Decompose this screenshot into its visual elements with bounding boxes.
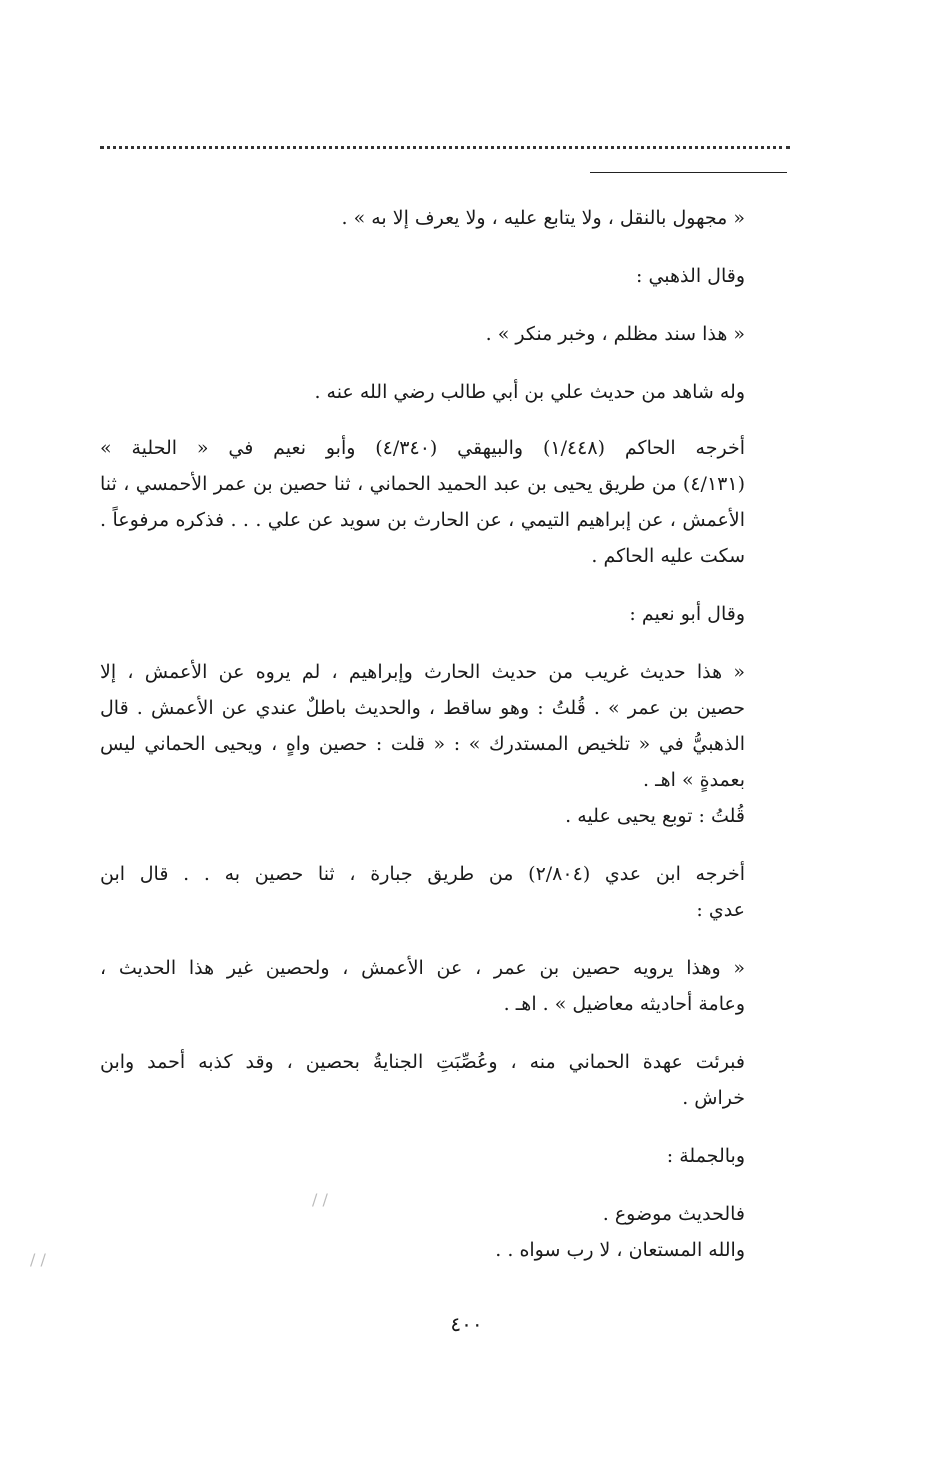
pencil-mark: / / [30,1250,46,1269]
text-line: فبرئت عهدة الحماني منه ، وعُصِّبَتِ الجنايةُ بحصين ، وقد كذبه أحمد وابن [100,1051,745,1073]
text-line: « هذا حديث غريب من حديث الحارث وإبراهيم ، لم يروه عن الأعمش ، إلا [100,661,745,683]
text-line: فالحديث موضوع . [602,1203,745,1225]
text-line: أخرجه ابن عدي (٢/٨٠٤) من طريق جبارة ، ثنا حصين به . . قال ابن [100,863,745,885]
text-line: والله المستعان ، لا رب سواه . . [495,1239,745,1261]
text-line: حصين بن عمر » . قُلتُ : وهو ساقط ، والحديث باطلٌ عندي عن الأعمش . قال [100,697,745,719]
text-line: « هذا سند مظلم ، وخبر منكر » . [485,323,745,345]
page-number: ٤٠٠ [450,1312,483,1336]
pencil-mark: / / [312,1190,328,1209]
text-line: الأعمش ، عن إبراهيم التيمي ، عن الحارث بن سويد عن علي . . . فذكره مرفوعاً . [100,509,745,531]
footnote-rule [590,172,787,173]
text-line: عدي : [696,899,745,921]
text-line: وقال الذهبي : [636,265,745,287]
page-body [100,200,745,1268]
text-line: وله شاهد من حديث علي بن أبي طالب رضي الله عنه . [314,381,745,403]
text-line: أخرجه الحاكم (١/٤٤٨) والبيهقي (٤/٣٤٠) وأبو نعيم في « الحلية » [100,437,745,459]
text-line: وبالجملة : [666,1145,745,1167]
text-line: وقال أبو نعيم : [629,603,745,625]
text-line: « مجهول بالنقل ، ولا يتابع عليه ، ولا يعرف إلا به » . [341,207,745,229]
text-line: « وهذا يرويه حصين بن عمر ، عن الأعمش ، ولحصين غير هذا الحديث ، [100,957,745,979]
text-line: وعامة أحاديثه معاضيل » . اهـ . [503,993,745,1015]
text-line: خراش . [682,1087,745,1109]
text-line: الذهبيُّ في « تلخيص المستدرك » : « قلت : حصين واهٍ ، ويحيى الحماني ليس [100,733,745,755]
text-line: بعمدةٍ » اهـ . [642,769,745,791]
text-line: قُلتُ : توبع يحيى عليه . [565,805,745,827]
text-line: (٤/١٣١) من طريق يحيى بن عبد الحميد الحماني ، ثنا حصين بن عمر الأحمسي ، ثنا [100,473,745,495]
dotted-separator [100,146,790,149]
text-line: سكت عليه الحاكم . [591,545,745,567]
